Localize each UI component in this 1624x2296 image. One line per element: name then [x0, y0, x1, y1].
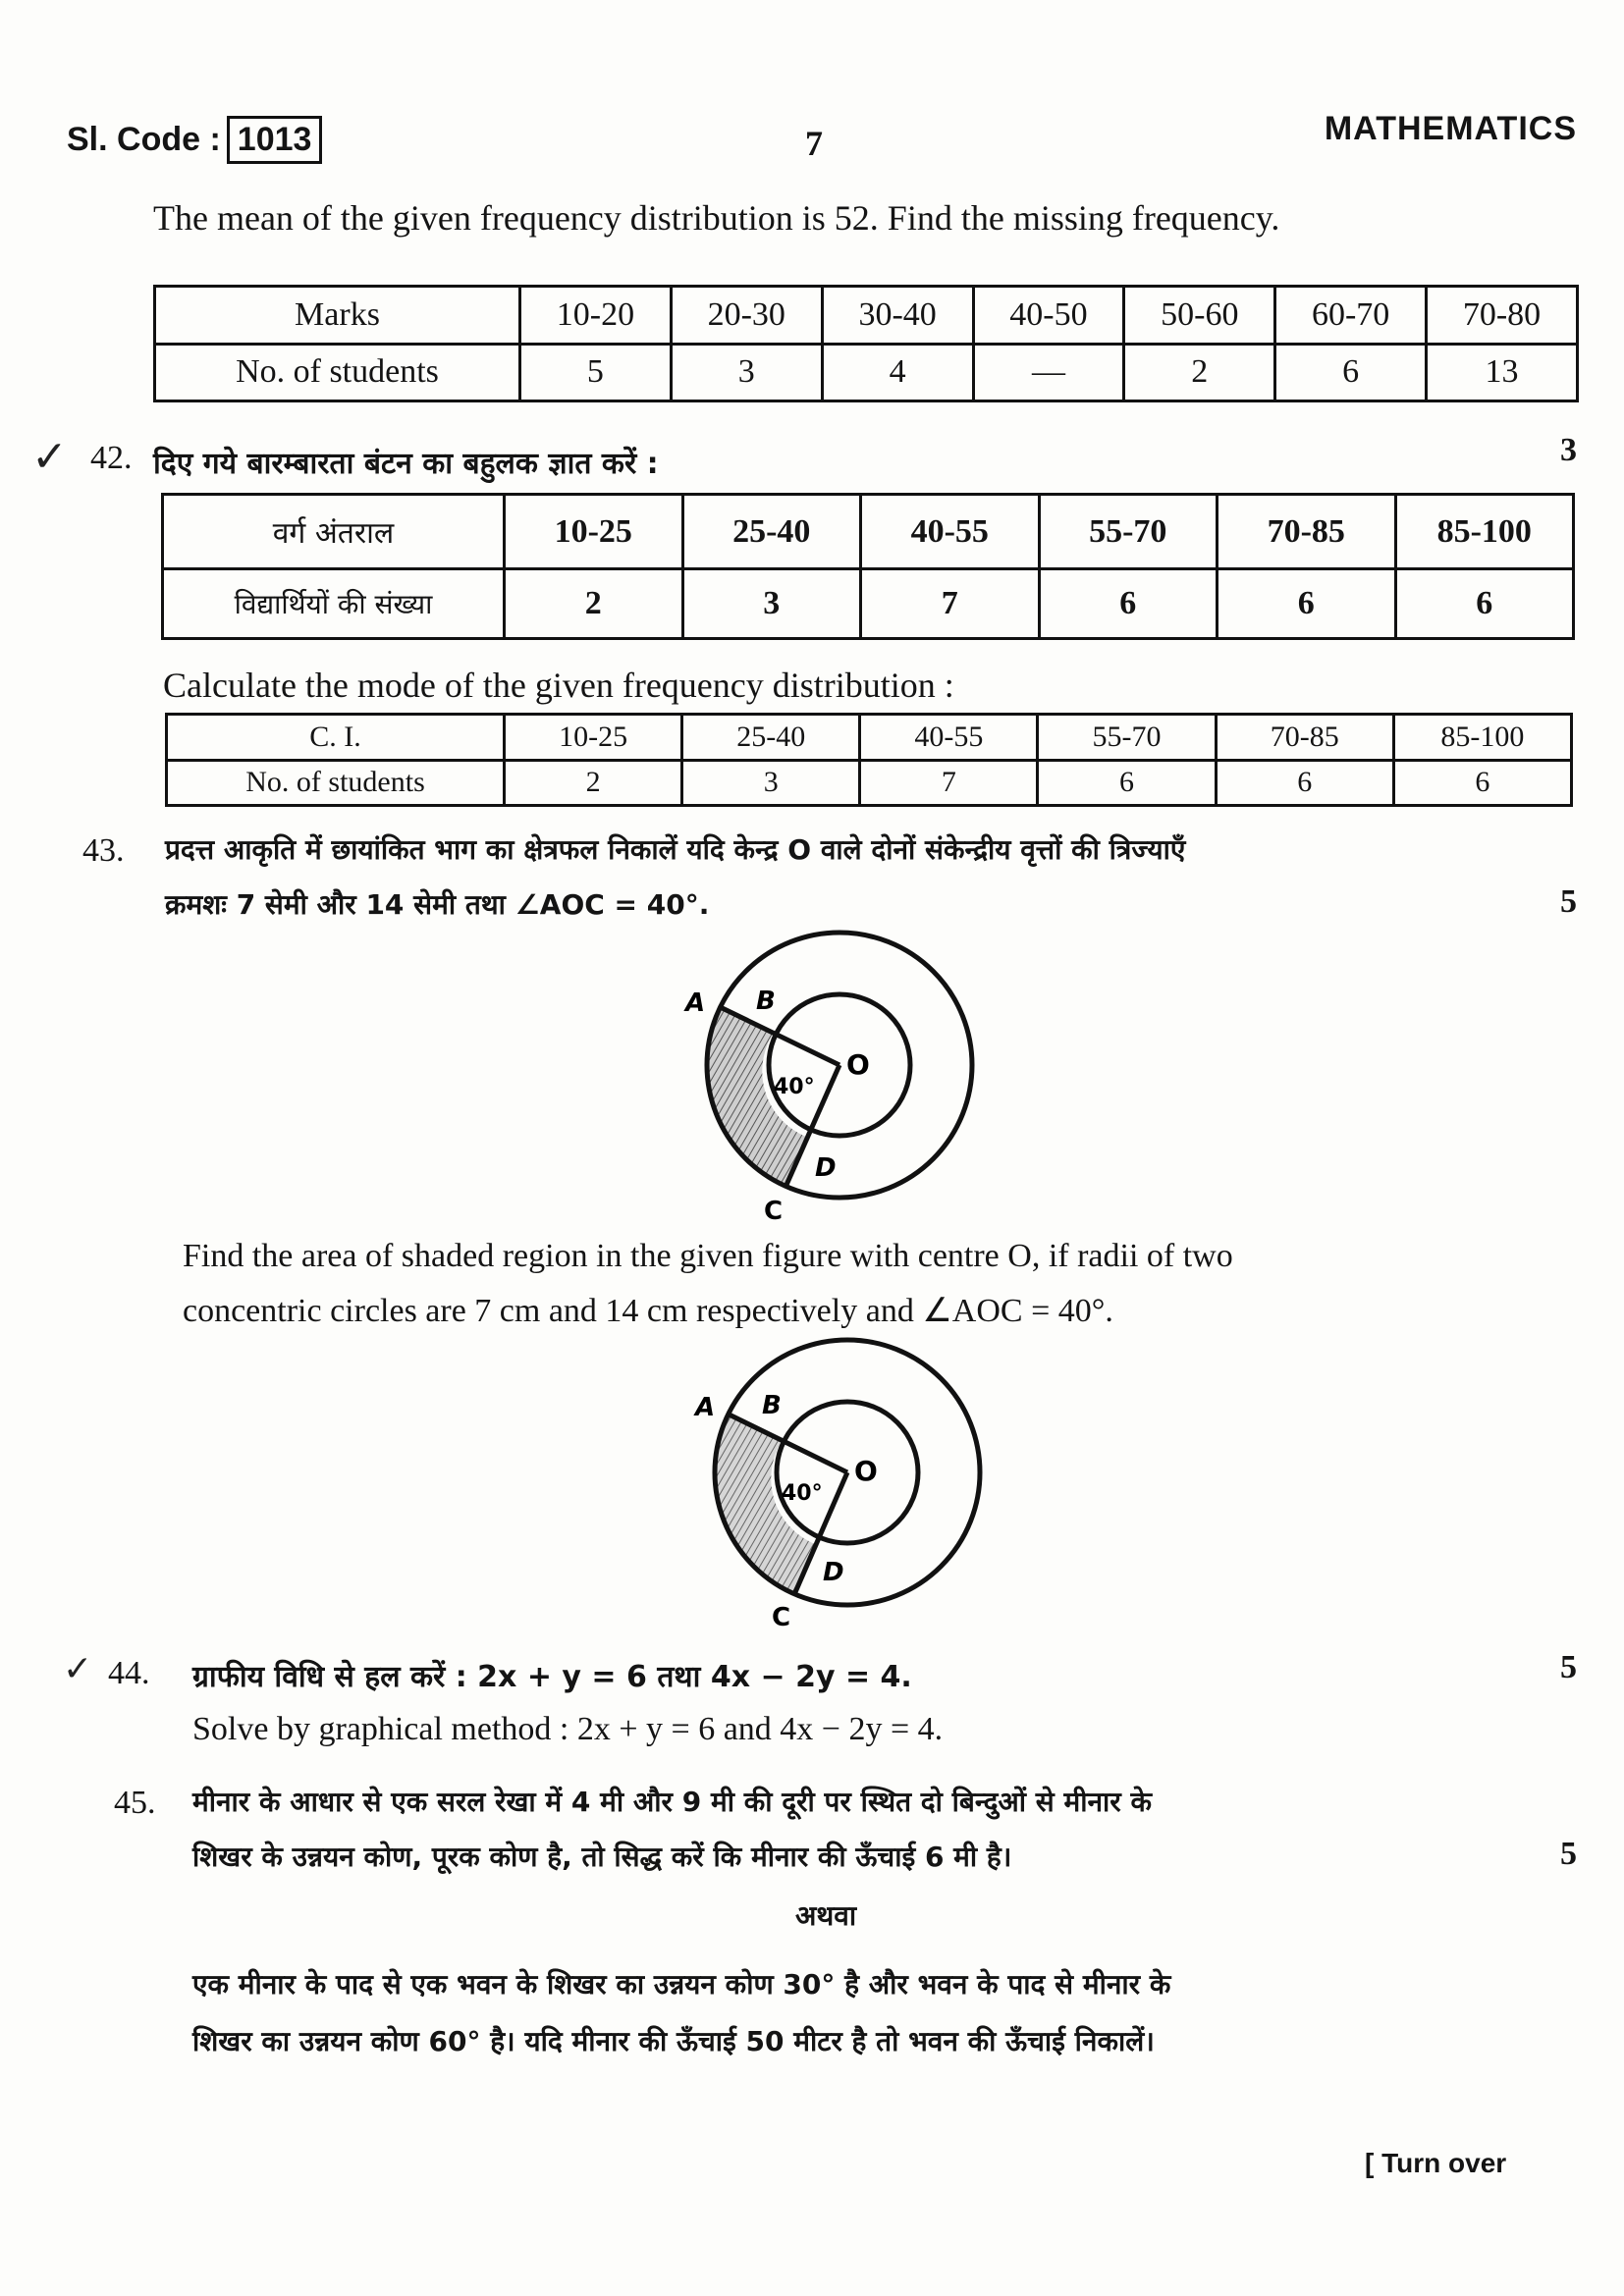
table-cell: 2	[1124, 344, 1275, 401]
q45-alt-line2: शिखर का उन्नयन कोण 60° है। यदि मीनार की ऊँचाई 50 मीटर है तो भवन की ऊँचाई निकालें।	[192, 2025, 1155, 2057]
table-row	[167, 760, 1572, 806]
table-header-class-interval: वर्ग अंतराल	[163, 495, 505, 569]
q41-text: The mean of the given frequency distribution is 52. Find the missing frequency.	[153, 198, 1280, 238]
check-mark-icon: ✓	[63, 1649, 93, 1689]
sl-code	[67, 116, 322, 164]
table-cell: 5	[520, 344, 672, 401]
table-row	[167, 715, 1572, 761]
q43-hindi-line1: प्रदत्त आकृति में छायांकित भाग का क्षेत्रफल निकालें यदि केन्द्र O वाले दोनों संकेन्द्रीय वृत्तों की त्रिज्याएँ	[165, 833, 1186, 866]
q45-hindi-line2: शिखर के उन्नयन कोण, पूरक कोण है, तो सिद्ध करें कि मीनार की ऊँचाई 6 मी है।	[192, 1841, 1012, 1873]
sl-code-value: 1013	[227, 116, 323, 164]
table-cell: 40-55	[861, 495, 1040, 569]
table-row	[163, 495, 1574, 569]
label-o: O	[854, 1455, 878, 1487]
table-header-ci: C. I.	[167, 715, 505, 761]
table-cell: 85-100	[1393, 715, 1571, 761]
label-d: D	[815, 1153, 837, 1183]
table-header-marks: Marks	[155, 287, 520, 345]
table-cell: 20-30	[671, 287, 822, 345]
concentric-circles-figure-english	[648, 1335, 1021, 1629]
q42-english-table	[165, 713, 1573, 807]
label-c: C	[772, 1603, 791, 1629]
q43-english-line1: Find the area of shaded region in the given figure with centre O, if radii of two	[183, 1238, 1233, 1274]
table-header-students: No. of students	[167, 760, 505, 806]
table-row	[155, 287, 1578, 345]
concentric-circles-figure	[638, 923, 1011, 1227]
table-cell: 7	[861, 569, 1040, 639]
table-cell: 50-60	[1124, 287, 1275, 345]
q42-hindi-table	[161, 493, 1575, 640]
table-cell: 10-20	[520, 287, 672, 345]
q44-hindi-text: ग्राफीय विधि से हल करें : 2x + y = 6 तथा 4x − 2y = 4.	[192, 1660, 912, 1694]
table-row	[163, 569, 1574, 639]
table-cell: 85-100	[1395, 495, 1574, 569]
q44-number: 44.	[108, 1655, 150, 1691]
table-cell: 6	[1218, 569, 1396, 639]
table-cell: 25-40	[682, 715, 860, 761]
angle-label: 40°	[782, 1481, 823, 1506]
q42-marks: 3	[1560, 432, 1577, 468]
table-cell: 3	[682, 569, 861, 639]
q45-number: 45.	[114, 1785, 156, 1821]
table-cell: 6	[1039, 569, 1218, 639]
label-c: C	[764, 1197, 784, 1226]
table-cell: 70-85	[1216, 715, 1393, 761]
q43-english-line2: concentric circles are 7 cm and 14 cm respectively and ∠AOC = 40°.	[183, 1293, 1113, 1329]
table-cell: 6	[1275, 344, 1427, 401]
table-cell: 6	[1038, 760, 1216, 806]
table-cell: 70-80	[1427, 287, 1578, 345]
table-cell: 55-70	[1039, 495, 1218, 569]
q44-marks: 5	[1560, 1649, 1577, 1685]
turn-over-label: [ Turn over	[1365, 2148, 1507, 2178]
q45-marks: 5	[1560, 1836, 1577, 1872]
q44-english-text: Solve by graphical method : 2x + y = 6 and 4x − 2y = 4.	[192, 1711, 944, 1747]
table-cell: 2	[505, 760, 682, 806]
table-cell: 7	[860, 760, 1038, 806]
table-cell-missing: —	[973, 344, 1124, 401]
table-cell: 40-50	[973, 287, 1124, 345]
q45-alt-line1: एक मीनार के पाद से एक भवन के शिखर का उन्नयन कोण 30° है और भवन के पाद से मीनार के	[192, 1968, 1171, 2001]
q42-english-text: Calculate the mode of the given frequency distribution :	[163, 666, 954, 705]
table-cell: 6	[1393, 760, 1571, 806]
table-cell: 40-55	[860, 715, 1038, 761]
table-cell: 4	[822, 344, 973, 401]
q43-hindi-line2: क्रमशः 7 सेमी और 14 सेमी तथा ∠AOC = 40°.	[165, 888, 710, 921]
table-cell: 60-70	[1275, 287, 1427, 345]
q42-hindi-text: दिए गये बारम्बारता बंटन का बहुलक ज्ञात करें :	[153, 447, 659, 481]
table-cell: 55-70	[1038, 715, 1216, 761]
q41-table	[153, 285, 1579, 402]
page-number: 7	[805, 124, 823, 163]
or-label: अथवा	[795, 1899, 857, 1932]
table-cell: 25-40	[682, 495, 861, 569]
label-d: D	[823, 1558, 844, 1587]
table-cell: 13	[1427, 344, 1578, 401]
table-cell: 30-40	[822, 287, 973, 345]
q43-marks: 5	[1560, 883, 1577, 920]
subject-title: MATHEMATICS	[1324, 110, 1577, 147]
label-a: A	[695, 1393, 716, 1422]
table-cell: 2	[505, 569, 683, 639]
label-o: O	[846, 1048, 870, 1081]
table-header-students: No. of students	[155, 344, 520, 401]
table-cell: 10-25	[505, 715, 682, 761]
table-header-students: विद्यार्थियों की संख्या	[163, 569, 505, 639]
q43-number: 43.	[82, 832, 125, 869]
table-cell: 3	[682, 760, 860, 806]
label-a: A	[685, 988, 706, 1018]
q42-number: 42.	[90, 440, 133, 476]
label-b: B	[756, 987, 776, 1016]
angle-label: 40°	[774, 1075, 815, 1099]
sl-code-label: Sl. Code :	[67, 121, 221, 158]
table-cell: 10-25	[505, 495, 683, 569]
table-cell: 6	[1216, 760, 1393, 806]
table-row	[155, 344, 1578, 401]
check-mark-icon: ✓	[31, 432, 68, 482]
table-cell: 6	[1395, 569, 1574, 639]
table-cell: 70-85	[1218, 495, 1396, 569]
table-cell: 3	[671, 344, 822, 401]
label-b: B	[762, 1391, 782, 1420]
q45-hindi-line1: मीनार के आधार से एक सरल रेखा में 4 मी और 9 मी की दूरी पर स्थित दो बिन्दुओं से मीनार के	[192, 1786, 1152, 1818]
